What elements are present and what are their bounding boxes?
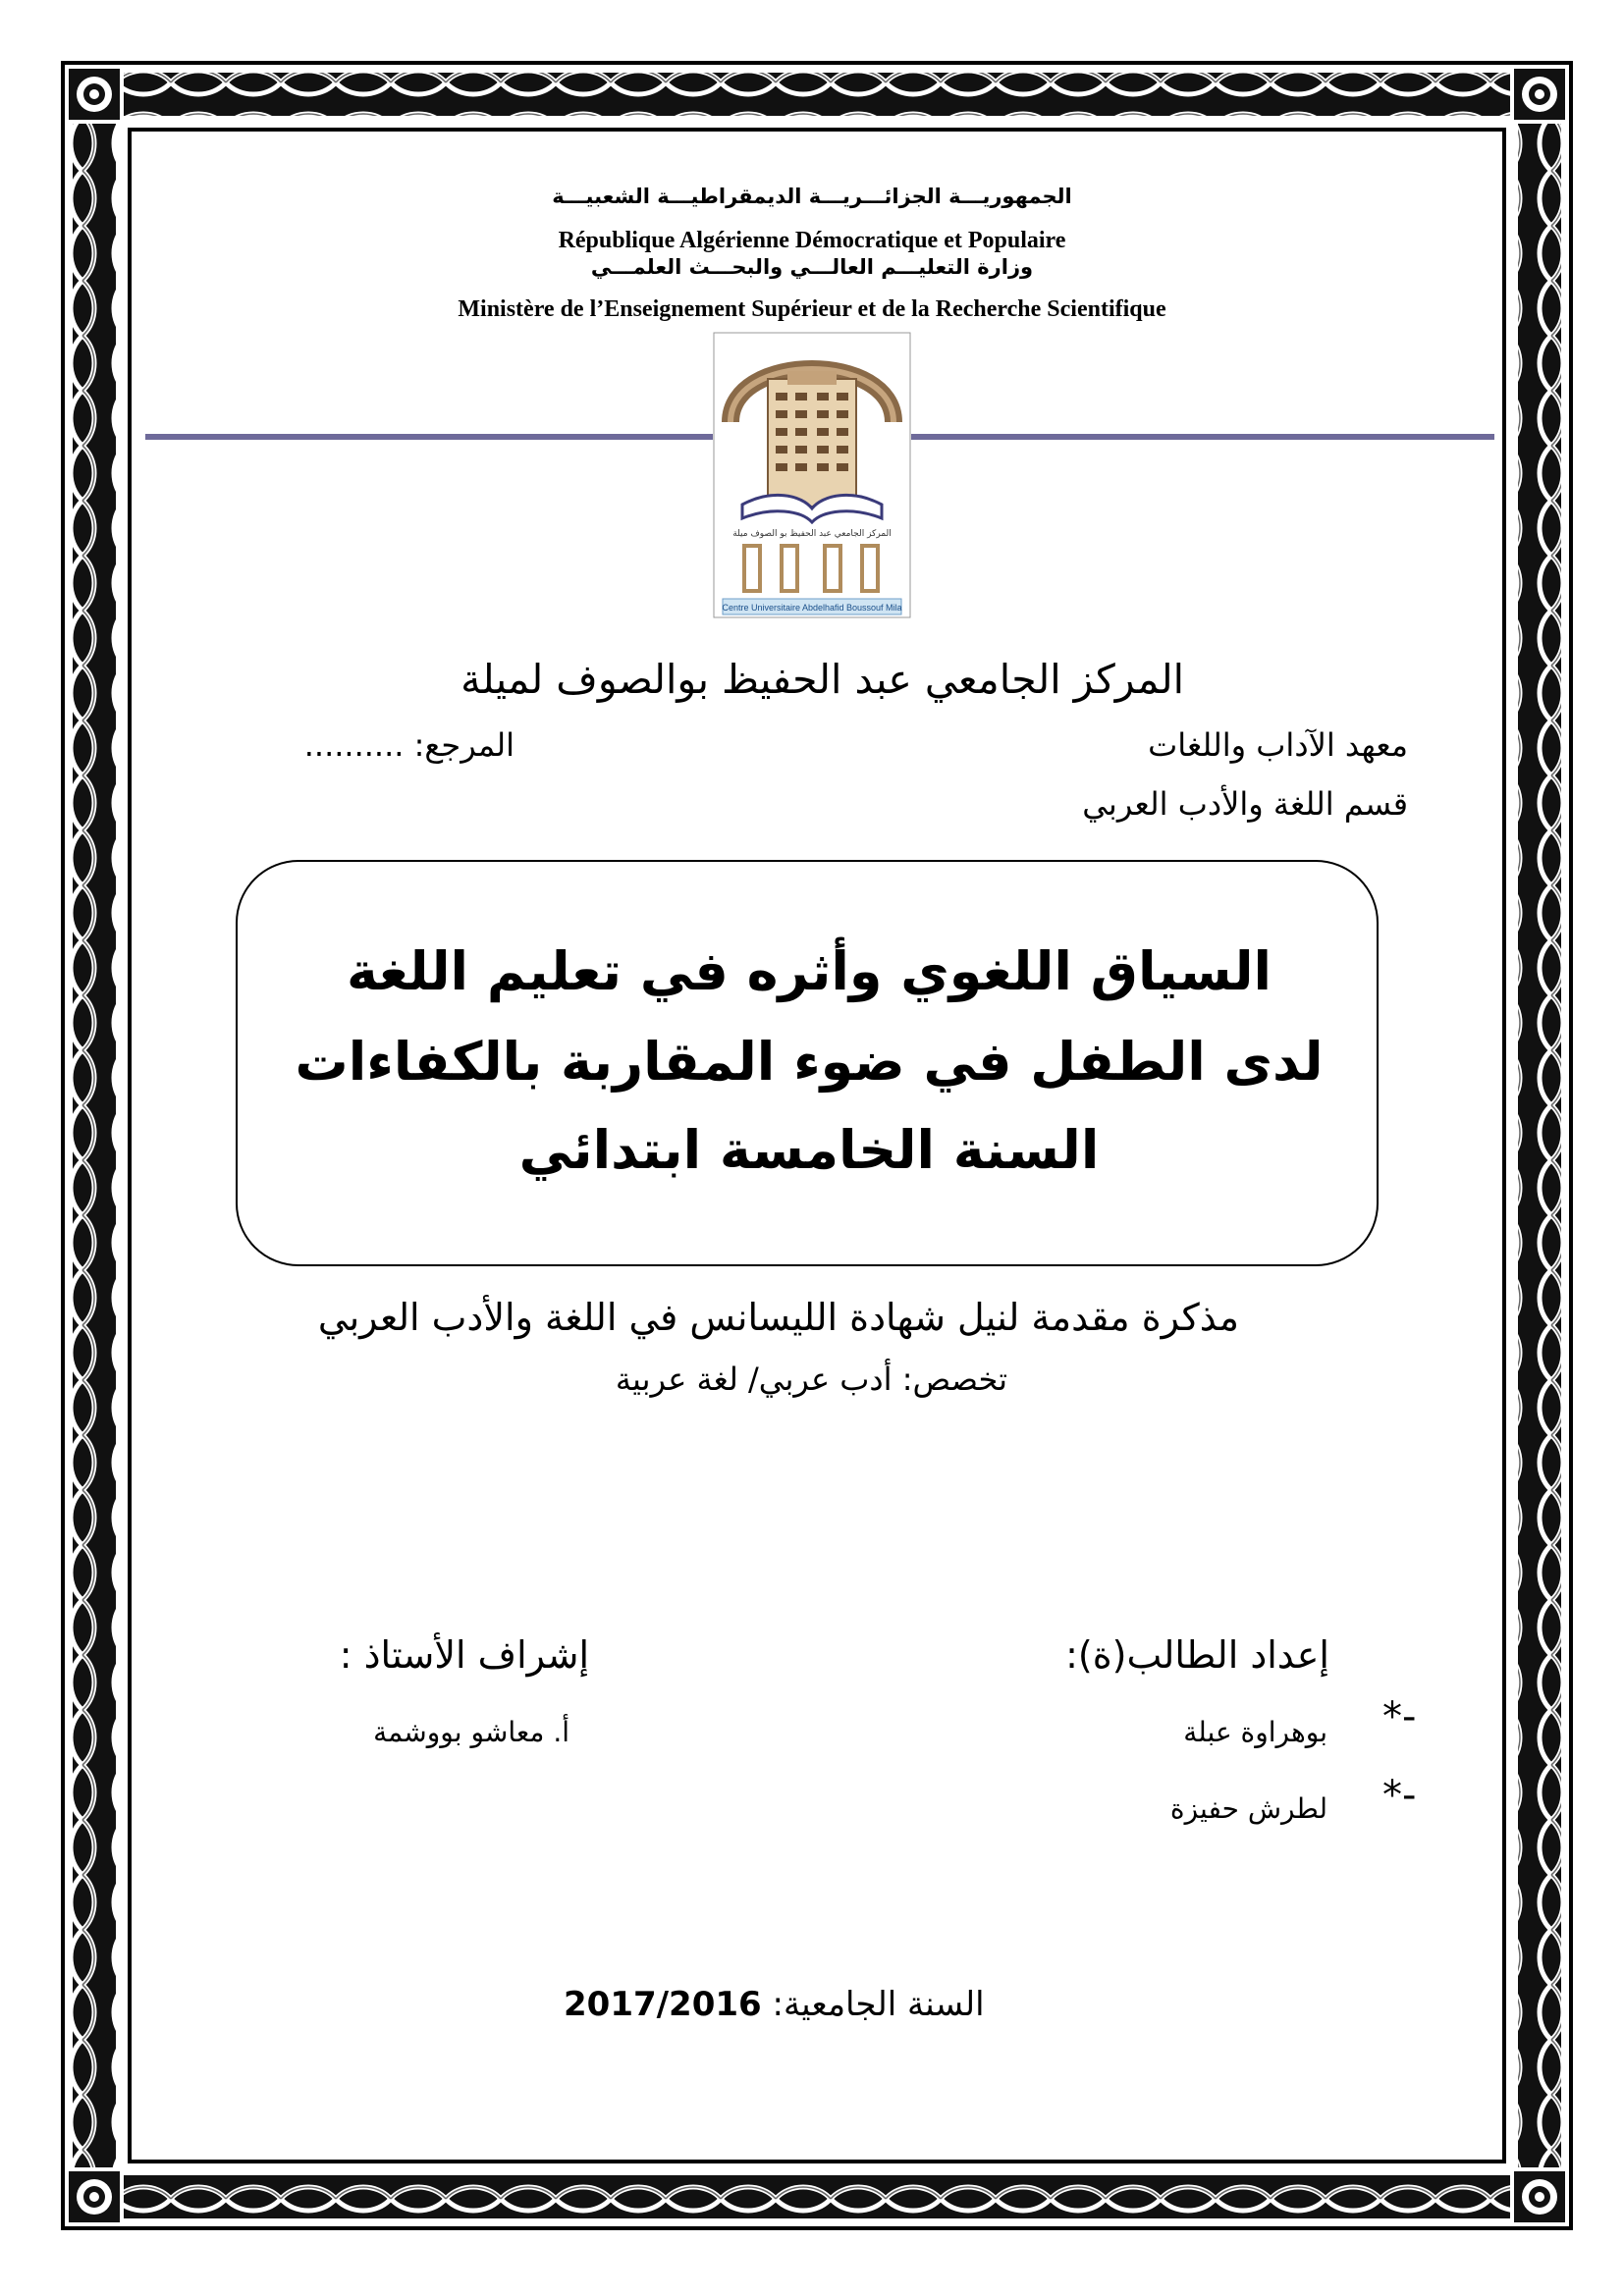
logo-arabic-caption: المركز الجامعي عبد الحفيظ بو الصوف ميلة: [732, 529, 892, 539]
thesis-description: مذكرة مقدمة لنيل شهادة الليسانس في اللغة والأدب العربي: [317, 1296, 1239, 1339]
ministry-french: Ministère de l’Enseignement Supérieur et de la Recherche Scientifique: [458, 296, 1166, 322]
academic-year: [564, 1985, 985, 2024]
corner-ornament-top-right: [1514, 69, 1565, 120]
republic-arabic: الجمهوريـــة الجزائـــريـــة الديمقراطيـــة الشعبيـــة: [552, 185, 1072, 208]
specialty: تخصص: أدب عربي/ لغة عربية: [615, 1361, 1007, 1398]
corner-ornament-top-left: [69, 69, 120, 120]
university-logo: [713, 332, 911, 618]
logo-emblem: [713, 332, 911, 618]
institute-name: معهد الآداب واللغات: [1148, 726, 1408, 764]
title-line-3: السنة الخامسة ابتدائي: [518, 1119, 1100, 1181]
logo-caption: Centre Universitaire Abdelhafid Boussouf Mila: [722, 603, 902, 613]
header-rule-right: [911, 434, 1494, 440]
corner-ornament-bottom-left: [69, 2171, 120, 2222]
university-center-name: المركز الجامعي عبد الحفيظ بوالصوف لميلة: [460, 656, 1184, 703]
student-bullet-2: *-: [1382, 1773, 1417, 1818]
prepared-by-label: إعداد الطالب(ة):: [1065, 1633, 1329, 1677]
student-name-2: لطرش حفيزة: [1169, 1792, 1327, 1825]
academic-year-value: 2017/2016: [564, 1985, 762, 2024]
republic-french: République Algérienne Démocratique et Populaire: [558, 228, 1066, 253]
student-bullet-1: *-: [1382, 1694, 1417, 1739]
student-name-1: بوهراوة عبلة: [1183, 1716, 1327, 1748]
thesis-title-box: [236, 860, 1379, 1266]
department-name: قسم اللغة والأدب العربي: [1082, 785, 1408, 823]
academic-year-label: السنة الجامعية:: [772, 1985, 985, 2024]
title-line-2: لدى الطفل في ضوء المقاربة بالكفاءات: [295, 1031, 1324, 1093]
ministry-arabic: وزارة التعليـــم العالـــي والبحـــث العلمـــي: [590, 255, 1034, 279]
corner-ornament-bottom-right: [1514, 2171, 1565, 2222]
title-line-1: السياق اللغوي وأثره في تعليم اللغة: [346, 940, 1272, 1002]
header-rule-left: [145, 434, 713, 440]
supervision-label: إشراف الأستاذ :: [339, 1633, 589, 1677]
supervisor-name: أ. معاشو بووشمة: [373, 1716, 569, 1748]
reference-field: المرجع: ..........: [303, 726, 514, 764]
